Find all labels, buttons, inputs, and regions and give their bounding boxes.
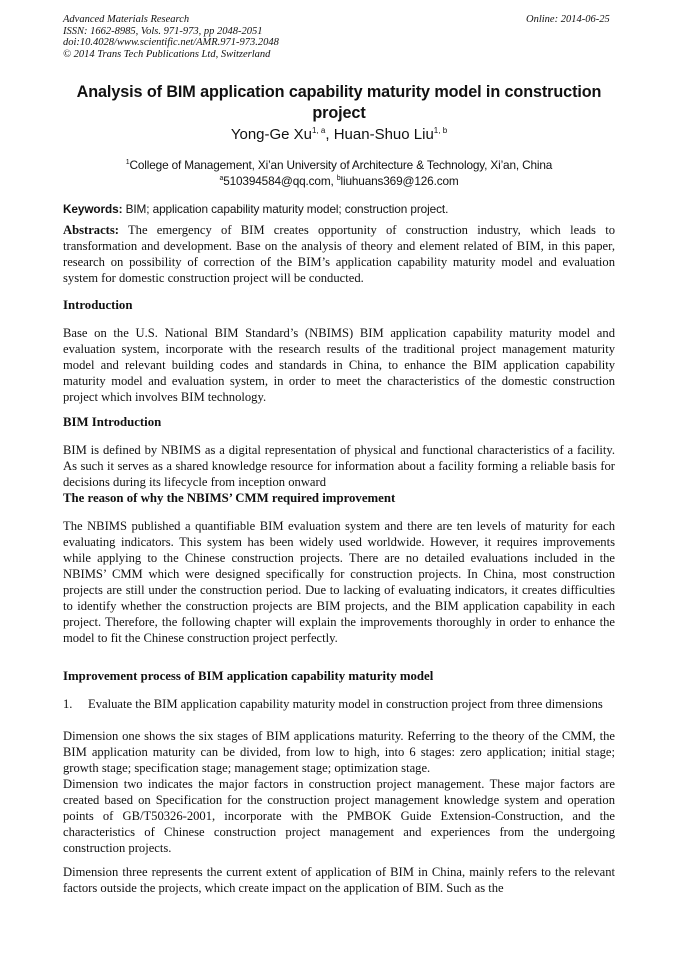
affiliation-line bbox=[63, 157, 615, 173]
copyright-line: © 2014 Trans Tech Publications Ltd, Switzerland bbox=[63, 48, 271, 60]
section-heading-improvement: Improvement process of BIM application capability maturity model bbox=[63, 669, 434, 683]
journal-header bbox=[63, 14, 279, 60]
keywords-label: Keywords: bbox=[63, 202, 123, 216]
section-heading-reason: The reason of why the NBIMS’ CMM required improvement bbox=[63, 491, 396, 505]
affiliation-text: College of Management, Xi’an University of Architecture & Technology, Xi’an, China bbox=[129, 158, 553, 172]
abstract-label: Abstracts: bbox=[63, 223, 119, 237]
email-separator: , bbox=[330, 174, 337, 188]
author-name: Yong-Ge Xu bbox=[230, 126, 313, 143]
reason-body: The NBIMS published a quantifiable BIM evaluation system and there are ten levels of maturity for each evaluating indicators. This system has been widely used worldwide. However, it requires improvements while applying to the Chinese construction projects. There are no detailed evaluations included in the NBIMS’ CMM which were designed specifically for construction projects. In China, most construction projects are still under the construction period. Due to lacking of evaluating indicators, it creates difficulties to identify whether the construction projects are BIM projects, and the BIM application capability in each project. Therefore, the following chapter will explain the improvements thoroughly in order to enhance the model to fit the Chinese construction project perfectly. bbox=[63, 519, 615, 645]
list-item bbox=[63, 696, 615, 712]
keywords bbox=[63, 201, 615, 217]
dimension-three-body: Dimension three represents the current extent of application of BIM in China, mainly refers to the relevant factors outside the projects, which create impact on the application of BIM. Such as the bbox=[63, 865, 615, 895]
author-affil-mark: 1, b bbox=[433, 126, 448, 135]
affiliation-block bbox=[63, 157, 615, 189]
list-text: Evaluate the BIM application capability maturity model in construction project from three dimensions bbox=[88, 697, 603, 711]
email-mark: a bbox=[219, 175, 224, 182]
abstract bbox=[63, 222, 615, 286]
list-number: 1. bbox=[63, 697, 73, 711]
journal-name: Advanced Materials Research bbox=[63, 14, 190, 25]
author-line bbox=[63, 126, 615, 144]
keywords-text: BIM; application capability maturity model; construction project. bbox=[122, 202, 449, 216]
introduction-body: Base on the U.S. National BIM Standard’s (NBIMS) BIM application capability maturity model and evaluation system, incorporate with the research results of the traditional project management maturity model and relevant building codes and standards in China, to enhance the BIM application capability maturity model and evaluation system, in order to meet the characteristics of the domestic construction project which involves BIM technology. bbox=[63, 326, 615, 404]
paper-title: Analysis of BIM application capability maturity model in construction project bbox=[76, 83, 602, 122]
issn-line: ISSN: 1662-8985, Vols. 971-973, pp 2048-2051 bbox=[63, 25, 263, 37]
email-link[interactable]: liuhuans369@126.com bbox=[340, 174, 459, 188]
bim-introduction-body: BIM is defined by NBIMS as a digital representation of physical and functional characteristics of a facility. As such it serves as a shared knowledge resource for information about a facility forming a reliable basis for decisions during its lifecycle from inception onward bbox=[63, 443, 615, 489]
dimension-one-body: Dimension one shows the six stages of BIM applications maturity. Referring to the theory of the CMM, the BIM application maturity can be divided, from low to high, into 6 stages: zero application; initial stage; growth stage; specification stage; management stage; optimization stage. bbox=[63, 729, 615, 775]
email-link[interactable]: 510394584@qq.com bbox=[223, 174, 331, 188]
doi-line: doi:10.4028/www.scientific.net/AMR.971-973.2048 bbox=[63, 37, 279, 48]
affil-mark: 1 bbox=[125, 159, 130, 166]
author-separator: , bbox=[325, 126, 334, 143]
email-mark: b bbox=[336, 175, 341, 182]
author-affil-mark: 1, a bbox=[312, 126, 326, 135]
author-name: Huan-Shuo Liu bbox=[333, 126, 434, 143]
abstract-text: The emergency of BIM creates opportunity of construction industry, which leads to transformation and development. Base on the analysis of theory and element related of BIM, in this paper, research on possibility of correction of the BIM’s application capability maturity model and evaluation system for domestic construction project will be conducted. bbox=[63, 223, 615, 285]
dimension-two-body: Dimension two indicates the major factors in construction project management. These major factors are created based on Specification for the construction project management knowledge system and operation points of GB/T50326-2001, incorporate with the PMBOK Guide Extension-Construction, and the characteristics of Chinese construction project management and experiences from the undergoing construction projects. bbox=[63, 777, 615, 855]
email-line bbox=[63, 173, 615, 189]
section-heading-bim-introduction: BIM Introduction bbox=[63, 415, 162, 429]
online-date: Online: 2014-06-25 bbox=[526, 14, 610, 25]
section-heading-introduction: Introduction bbox=[63, 298, 133, 312]
